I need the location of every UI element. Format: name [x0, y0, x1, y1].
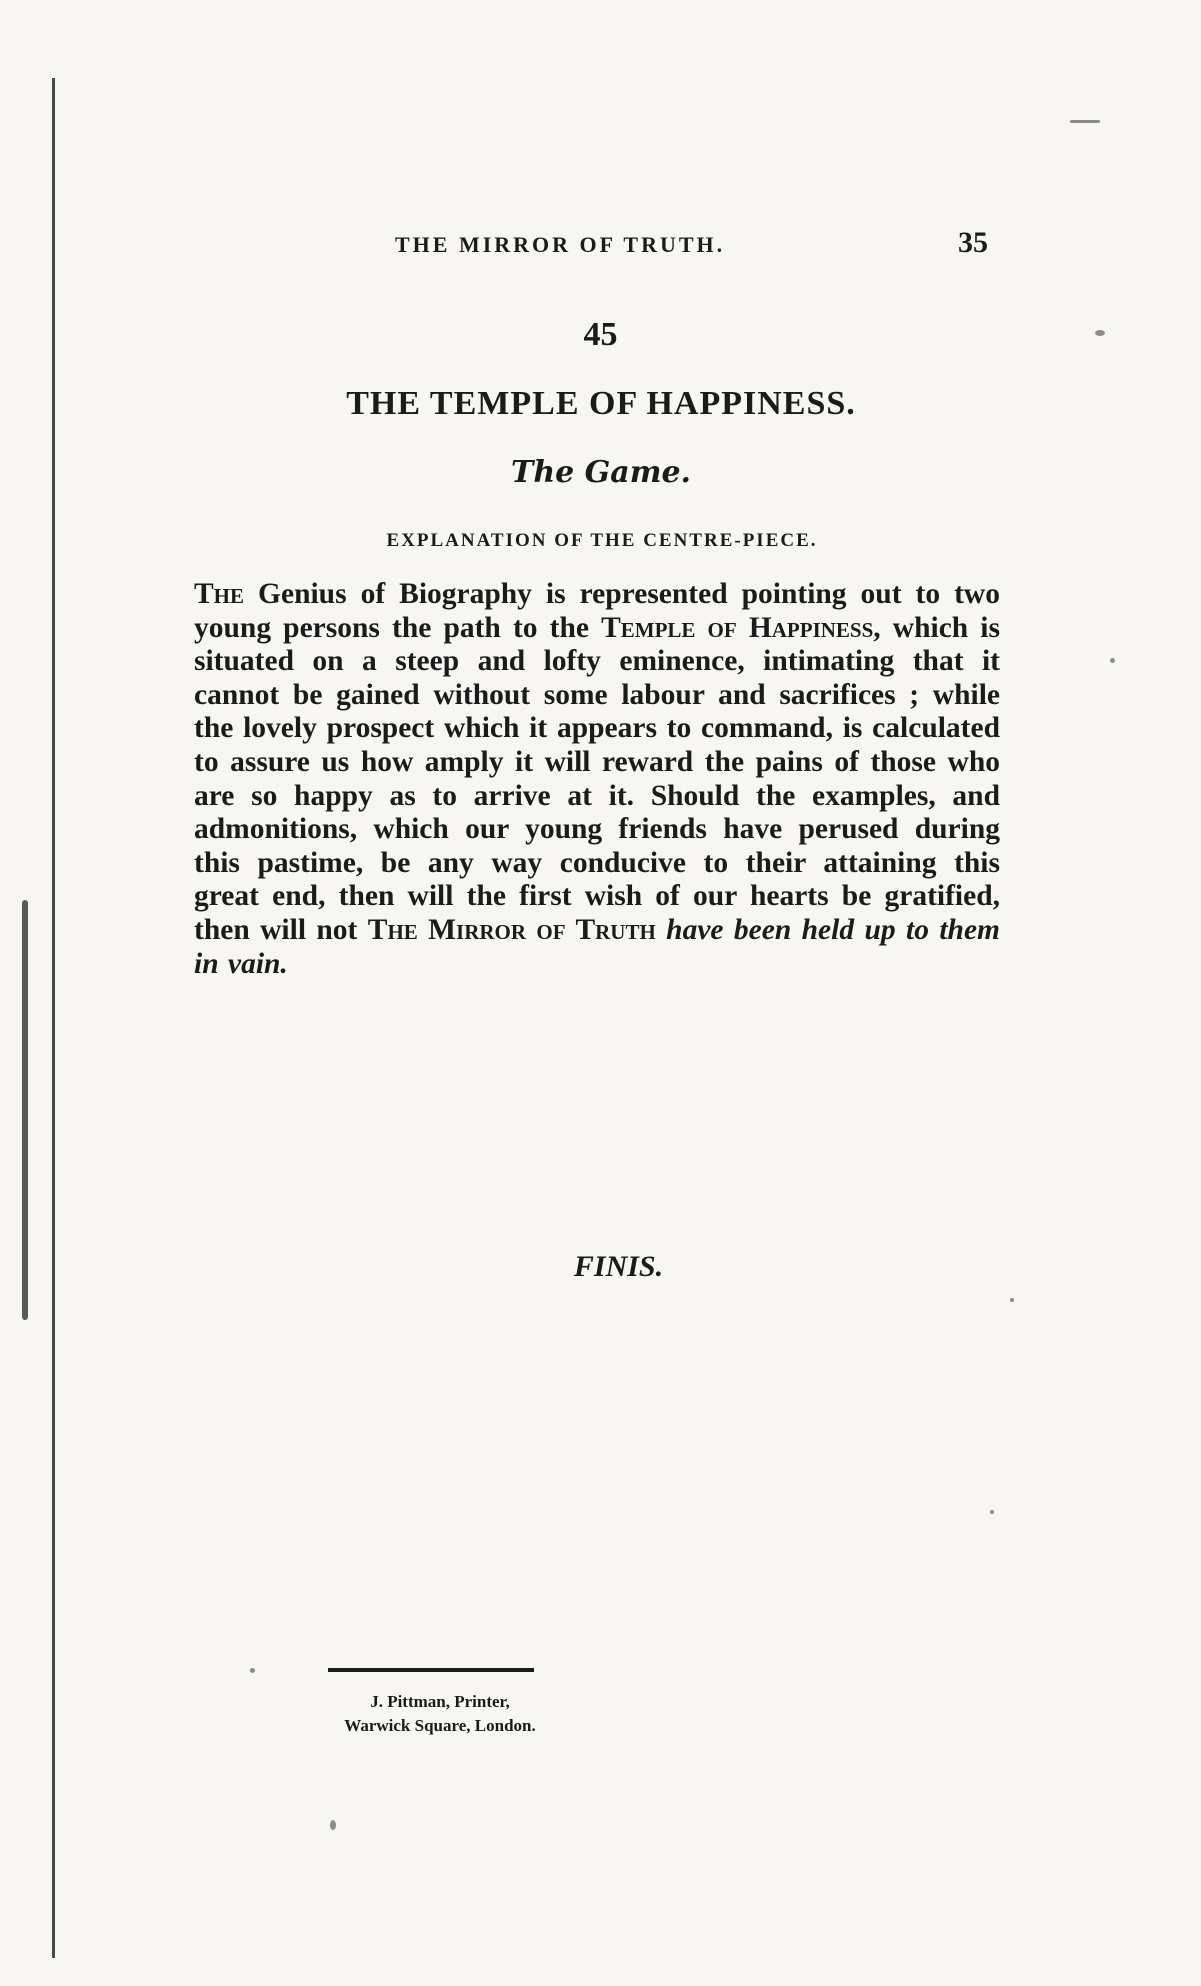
- body-text-2: , which is situated on a steep and lofty eminence, intimating that it cannot be gained without some labour and sacrifices ; while the lovely prospect which it appears to command, is calculated to assure us how amply it will reward the pains of those who are so happy as to arrive at it. Should the examples, and admonitions, which our young friends have perused during this pastime, be any way conducive to their attaining this great end, then will the first wish of our hearts be gratified, then will not: [194, 611, 1000, 946]
- page-number: 35: [958, 226, 988, 259]
- printer-line-2: Warwick Square, London.: [344, 1716, 536, 1735]
- finis-text: FINIS.: [573, 1250, 664, 1283]
- body-closing-italic: have been held up to them in vain.: [194, 913, 1001, 980]
- body-text-1: Genius of Biography is represented pointing out to two young persons the path to the: [194, 578, 1000, 644]
- printer-colophon: [290, 1690, 590, 1738]
- scan-speck: [1095, 330, 1105, 336]
- body-paragraph: [194, 578, 1000, 981]
- scan-speck: [250, 1668, 255, 1673]
- scan-speck: [1110, 658, 1115, 663]
- explanation-heading: EXPLANATION OF THE CENTRE-PIECE.: [386, 530, 818, 551]
- scan-speck: [330, 1820, 336, 1830]
- colophon-rule: [328, 1668, 534, 1672]
- chapter-subtitle: The Game.: [511, 455, 691, 490]
- finis: [0, 1250, 1201, 1284]
- body-temple-name: Temple of Happiness: [601, 611, 874, 644]
- body-book-title: The Mirror of Truth: [367, 913, 656, 946]
- chapter-title: THE TEMPLE OF HAPPINESS.: [346, 385, 856, 422]
- running-head: THE MIRROR OF TRUTH.: [395, 232, 726, 257]
- body-lead-word: The: [194, 578, 245, 610]
- scan-speck: [990, 1510, 994, 1514]
- scan-speck: [1010, 1298, 1014, 1302]
- binding-edge: [52, 78, 55, 1958]
- printer-line-1: J. Pittman, Printer,: [370, 1692, 510, 1711]
- section-number-text: 45: [583, 316, 618, 353]
- section-number: [0, 316, 1201, 354]
- scan-speck: [1070, 120, 1100, 123]
